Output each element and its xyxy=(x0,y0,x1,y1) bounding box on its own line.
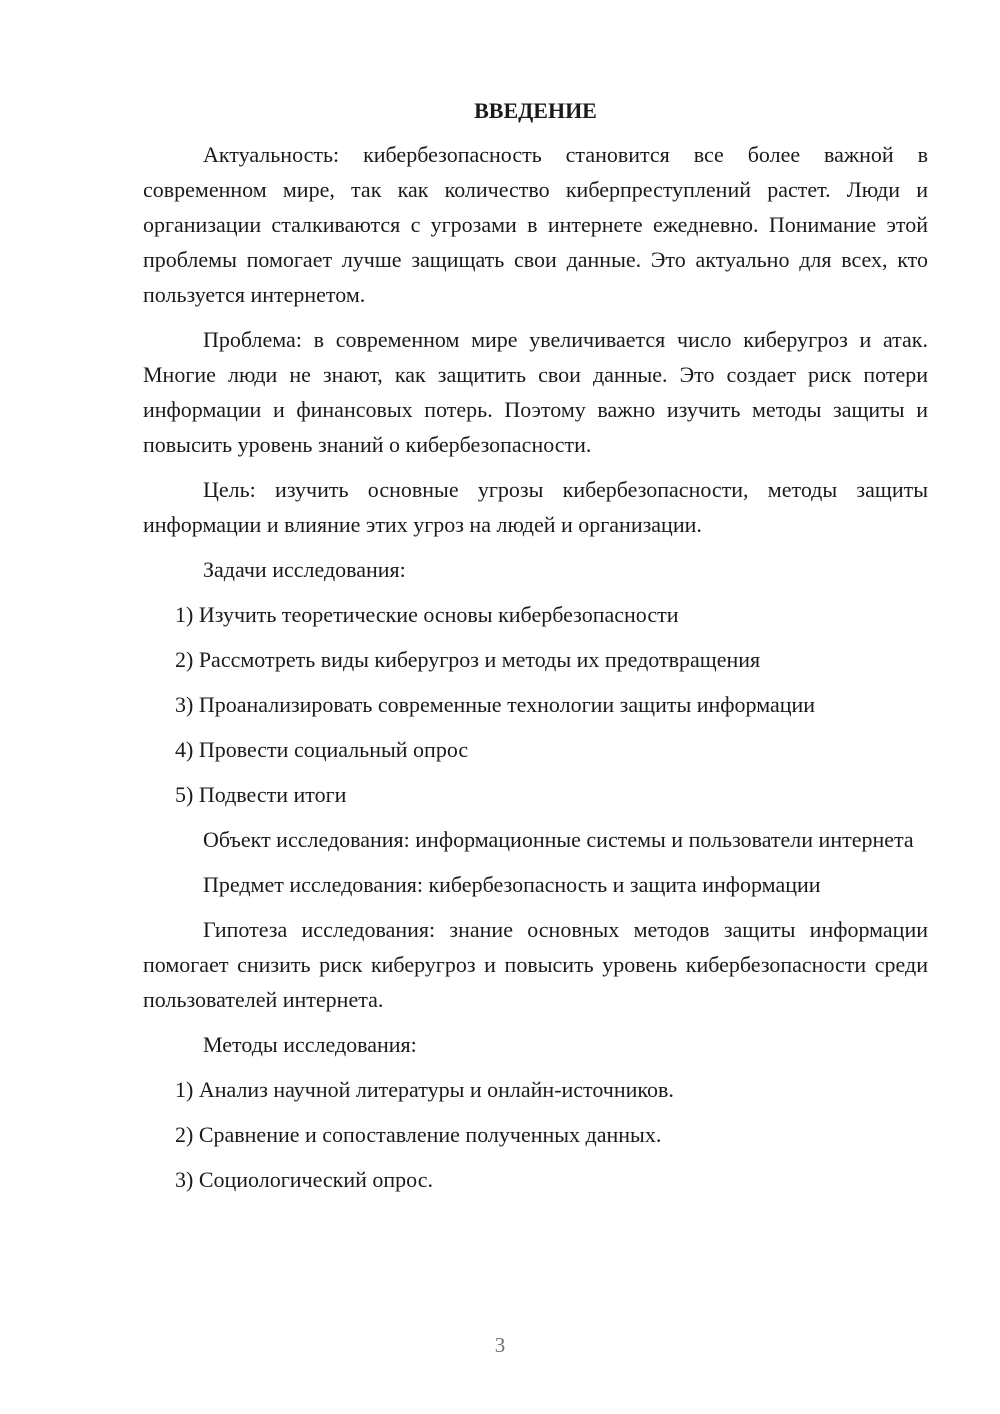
task-item-5: 5) Подвести итоги xyxy=(175,782,347,807)
task-item-1: 1) Изучить теоретические основы кибербезопасности xyxy=(175,602,679,627)
hypothesis-paragraph: Гипотеза исследования: знание основных методов защиты информации помогает снизить риск киберугроз и повысить уровень кибербезопасности среди пользователей интернета. xyxy=(143,917,928,1012)
method-item-1: 1) Анализ научной литературы и онлайн-источников. xyxy=(175,1077,674,1102)
task-item-3: 3) Проанализировать современные технологии защиты информации xyxy=(175,692,816,717)
task-item-4: 4) Провести социальный опрос xyxy=(175,737,469,762)
object-paragraph: Объект исследования: информационные системы и пользователи интернета xyxy=(203,827,914,852)
tasks-heading: Задачи исследования: xyxy=(203,557,406,582)
method-item-3: 3) Социологический опрос. xyxy=(175,1167,433,1192)
page-title: ВВЕДЕНИЕ xyxy=(474,98,597,123)
goal-paragraph: Цель: изучить основные угрозы кибербезопасности, методы защиты информации и влияние этих угроз на людей и организации. xyxy=(143,477,928,537)
subject-paragraph: Предмет исследования: кибербезопасность и защита информации xyxy=(203,872,821,897)
method-item-2: 2) Сравнение и сопоставление полученных данных. xyxy=(175,1122,662,1147)
page-content xyxy=(143,95,928,1207)
task-item-2: 2) Рассмотреть виды киберугроз и методы их предотвращения xyxy=(175,647,761,672)
page-number: 3 xyxy=(494,1333,506,1357)
problem-paragraph: Проблема: в современном мире увеличивается число киберугроз и атак. Многие люди не знают, как защитить свои данные. Это создает риск потери информации и финансовых потерь. Поэтому важно изучить методы защиты и повысить уровень знаний о кибербезопасности. xyxy=(143,327,928,457)
relevance-paragraph: Актуальность: кибербезопасность становится все более важной в современном мире, так как количество киберпреступлений растет. Люди и организации сталкиваются с угрозами в интернете ежедневно. Понимание этой проблемы помогает лучше защищать свои данные. Это актуально для всех, кто пользуется интернетом. xyxy=(143,142,928,307)
methods-heading: Методы исследования: xyxy=(203,1032,417,1057)
